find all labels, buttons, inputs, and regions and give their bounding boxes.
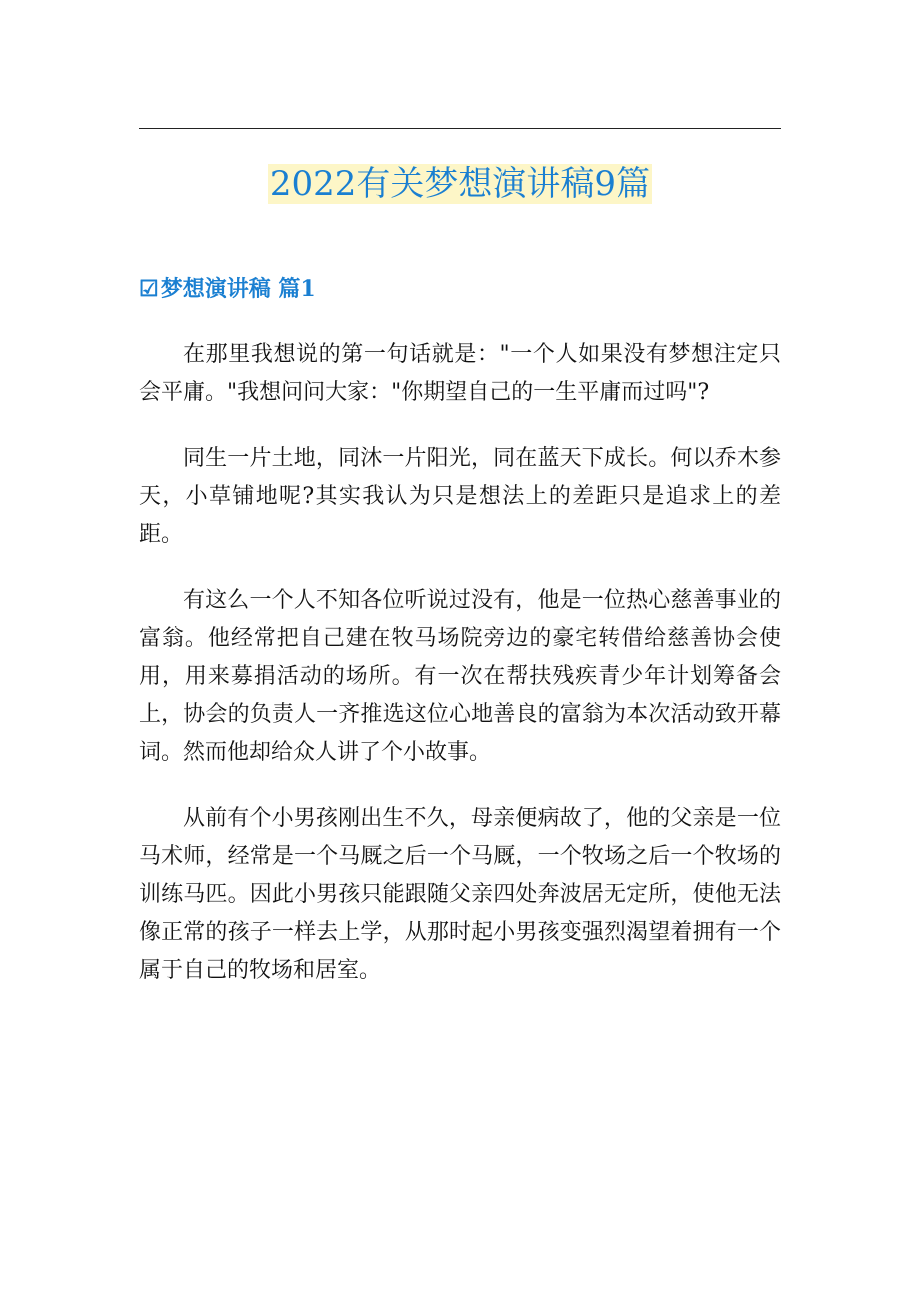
document-body (139, 336, 781, 1018)
paragraph-3: 有这么一个人不知各位听说过没有，他是一位热心慈善事业的富翁。他经常把自己建在牧马场院旁边的豪宅转借给慈善协会使用，用来募捐活动的场所。有一次在帮扶残疾青少年计划筹备会上，协会的负责人一齐推选这位心地善良的富翁为本次活动致开幕词。然而他却给众人讲了个小故事。 (139, 588, 781, 765)
document-title (0, 158, 920, 210)
section-heading (139, 272, 316, 306)
section-heading-text: 梦想演讲稿 篇1 (160, 276, 316, 302)
paragraph-2: 同生一片土地，同沐一片阳光，同在蓝天下成长。何以乔木参天，小草铺地呢?其实我认为只是想法上的差距只是追求上的差距。 (139, 446, 781, 547)
paragraph-1: 在那里我想说的第一句话就是："一个人如果没有梦想注定只会平庸。"我想问问大家："你期望自己的一生平庸而过吗"? (139, 342, 781, 405)
checkbox-icon: ☑ (139, 276, 159, 302)
paragraph-4: 从前有个小男孩刚出生不久，母亲便病故了，他的父亲是一位马术师，经常是一个马厩之后一个马厩，一个牧场之后一个牧场的训练马匹。因此小男孩只能跟随父亲四处奔波居无定所，使他无法像正常的孩子一样去上学，从那时起小男孩变强烈渴望着拥有一个属于自己的牧场和居室。 (139, 806, 781, 983)
document-title-text: 2022有关梦想演讲稿9篇 (269, 164, 651, 204)
top-divider (139, 128, 781, 129)
